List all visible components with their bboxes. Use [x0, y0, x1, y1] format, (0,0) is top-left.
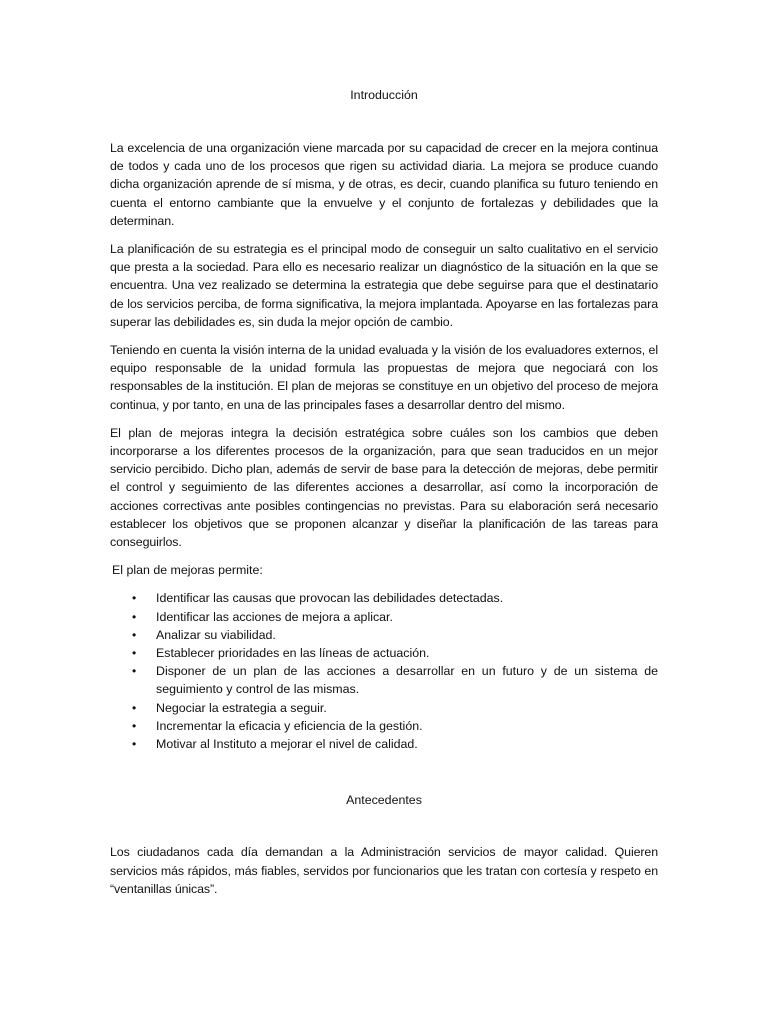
bullet-icon: •: [132, 737, 137, 752]
list-item: [110, 662, 658, 698]
bullet-icon: •: [132, 591, 137, 606]
bullet-icon: •: [132, 700, 137, 715]
list-item-text: Motivar al Instituto a mejorar el nivel de calidad.: [156, 737, 418, 752]
list-item: [110, 735, 658, 753]
paragraph-antecedentes: Los ciudadanos cada día demandan a la Administración servicios de mayor calidad. Quieren servicios más rápidos, más fiables, servidos por funcionarios que les tratan con cortesía y respeto en “ventanillas únicas”.: [110, 845, 658, 896]
paragraph-intro-4: El plan de mejoras integra la decisión estratégica sobre cuáles son los cambios que deben incorporarse a los diferentes procesos de la organización, para que sean traducidos en un mejor servicio percibido. Dicho plan, además de servir de base para la detección de mejoras, debe permitir el control y seguimiento de las diferentes acciones a desarrollar, así como la incorporación de acciones correctivas ante posibles contingencias no previstas. Para su elaboración será necesario establecer los objetivos que se proponen alcanzar y diseñar la planificación de las tareas para conseguirlos.: [110, 425, 658, 550]
list-item: [110, 717, 658, 735]
bullet-icon: •: [132, 609, 137, 624]
list-item: [110, 608, 658, 626]
list-item-text: Analizar su viabilidad.: [156, 627, 276, 642]
list-item: [110, 589, 658, 607]
list-item: [110, 626, 658, 644]
list-item-text: Disponer de un plan de las acciones a desarrollar en un futuro y de un sistema de seguimiento y control de las mismas.: [156, 664, 658, 697]
bullet-icon: •: [132, 664, 137, 679]
list-item-text: Identificar las acciones de mejora a aplicar.: [156, 609, 393, 624]
bullet-icon: •: [132, 627, 137, 642]
list-item: [110, 699, 658, 717]
bullet-icon: •: [132, 646, 137, 661]
paragraph-intro-1: La excelencia de una organización viene marcada por su capacidad de crecer en la mejora continua de todos y cada uno de los procesos que rigen su actividad diaria. La mejora se produce cuando dicha organización aprende de sí misma, y de otras, es decir, cuando planifica su futuro teniendo en cuenta el entorno cambiante que la envuelve y el conjunto de fortalezas y debilidades que la determinan.: [110, 141, 658, 228]
bullet-icon: •: [132, 718, 137, 733]
heading-antecedentes: Antecedentes: [346, 793, 422, 808]
list-item-text: Establecer prioridades en las líneas de actuación.: [156, 646, 430, 661]
heading-introduccion: Introducción: [350, 88, 418, 102]
list-item: [110, 644, 658, 662]
list-lead: El plan de mejoras permite:: [112, 563, 263, 578]
list-item-text: Identificar las causas que provocan las debilidades detectadas.: [156, 591, 504, 606]
improvement-list: [110, 589, 658, 753]
list-item-text: Incrementar la eficacia y eficiencia de la gestión.: [156, 718, 423, 733]
paragraph-intro-3: Teniendo en cuenta la visión interna de la unidad evaluada y la visión de los evaluadores externos, el equipo responsable de la unidad formula las propuestas de mejora que negociará con los responsables de la institución. El plan de mejoras se constituye en un objetivo del proceso de mejora continua, y por tanto, en una de las principales fases a desarrollar dentro del mismo.: [110, 343, 658, 412]
paragraph-intro-2: La planificación de su estrategia es el principal modo de conseguir un salto cualitativo en el servicio que presta a la sociedad. Para ello es necesario realizar un diagnóstico de la situación en la que se encuentra. Una vez realizado se determina la estrategia que debe seguirse para que el destinatario de los servicios perciba, de forma significativa, la mejora implantada. Apoyarse en las fortalezas para superar las debilidades es, sin duda la mejor opción de cambio.: [110, 242, 658, 329]
list-item-text: Negociar la estrategia a seguir.: [156, 700, 327, 715]
